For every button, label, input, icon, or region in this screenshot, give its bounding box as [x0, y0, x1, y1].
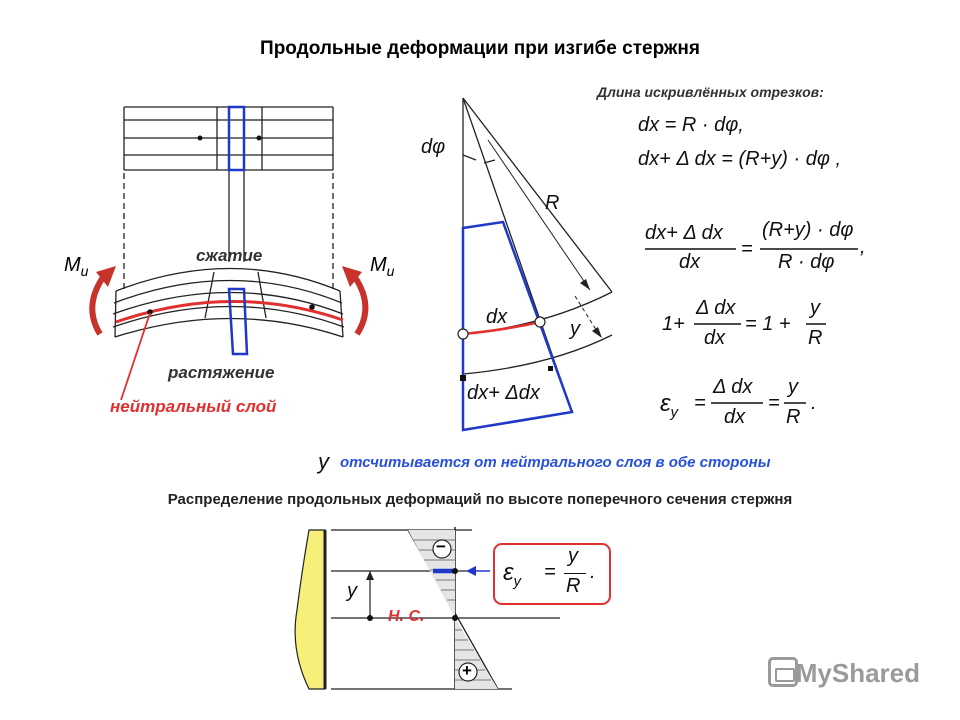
formula-4-den2: R [808, 327, 823, 349]
sector-node [458, 329, 468, 339]
formula-3-num-right: (R+y) · dφ [762, 219, 854, 241]
box-eq: = [544, 561, 556, 583]
note-y: y [318, 449, 329, 474]
formula-5-end: . [811, 392, 817, 414]
sector-node [548, 366, 553, 371]
formula-5-eps: $\varepsilon_y$ [660, 390, 679, 421]
formula-5-num2: y [788, 376, 798, 398]
formulas-heading: Длина искривлённых отрезков: [597, 84, 824, 100]
formula-4-num: Δ dx [696, 297, 736, 319]
neutral-axis-label: Н. С. [388, 608, 425, 625]
box-num: y [568, 545, 578, 567]
formula-3-eq: = [741, 238, 753, 260]
formula-4-den: dx [704, 327, 726, 349]
formula-3-num-left: dx+ Δ dx [645, 222, 723, 244]
formula-5-den: dx [724, 406, 746, 428]
moment-right-label: $M_и$ [370, 254, 395, 279]
minus-sign: − [436, 537, 446, 556]
y-label: y [570, 318, 580, 340]
node-dot [257, 136, 262, 141]
sector-node [460, 375, 466, 381]
formula-5-den2: R [786, 406, 801, 428]
formula-4-num2: y [810, 297, 820, 319]
formula-5-eq2: = [768, 392, 780, 414]
box-fraction-bar [564, 573, 586, 574]
moment-left-label: $M_и$ [64, 254, 89, 279]
formula-5-eq: = [694, 392, 706, 414]
box-den: R [566, 575, 581, 597]
moment-arrow-left [92, 273, 106, 334]
beam-element-bent [229, 289, 247, 354]
node-dot [309, 304, 315, 310]
formula-3-den-left: dx [679, 251, 701, 273]
r-label: R [545, 192, 560, 214]
tension-label: растяжение [168, 363, 275, 382]
formula-2: dx+ Δ dx = (R+y) · dφ , [638, 148, 842, 170]
plus-sign: + [462, 661, 472, 680]
formula-1: dx = R · dφ, [638, 114, 744, 136]
page-title: Продольные деформации при изгибе стержня [260, 38, 700, 59]
dx-label: dx [486, 306, 508, 328]
formula-3-end: , [860, 236, 866, 258]
dist-y-label: y [347, 580, 357, 602]
dx-plus-label: dx+ Δdx [467, 382, 540, 404]
r-arrow [580, 279, 590, 290]
box-end: . [590, 561, 596, 583]
sector-node [535, 317, 545, 327]
myshared-logo-icon [768, 657, 798, 687]
formula-3-den-right: R · dφ [778, 251, 835, 273]
neutral-layer-label: нейтральный слой [110, 397, 277, 416]
sector [463, 98, 612, 430]
node-dot [198, 136, 203, 141]
dphi-label: dφ [421, 136, 446, 158]
compression-label: сжатие [196, 246, 263, 265]
note-text: отсчитывается от нейтрального слоя в обе стороны [340, 454, 771, 471]
formula-4-mid: = 1 + [745, 313, 791, 335]
formula-4-left: 1+ [662, 313, 685, 335]
moment-arrow-right [352, 273, 365, 334]
formula-5-num: Δ dx [713, 376, 753, 398]
box-eps: $\varepsilon_y$ [503, 559, 522, 590]
watermark: MyShared [795, 658, 920, 688]
y-arrow [592, 327, 602, 338]
neutral-leader [121, 313, 150, 400]
section-subtitle: Распределение продольных деформаций по высоте поперечного сечения стержня [167, 491, 793, 508]
